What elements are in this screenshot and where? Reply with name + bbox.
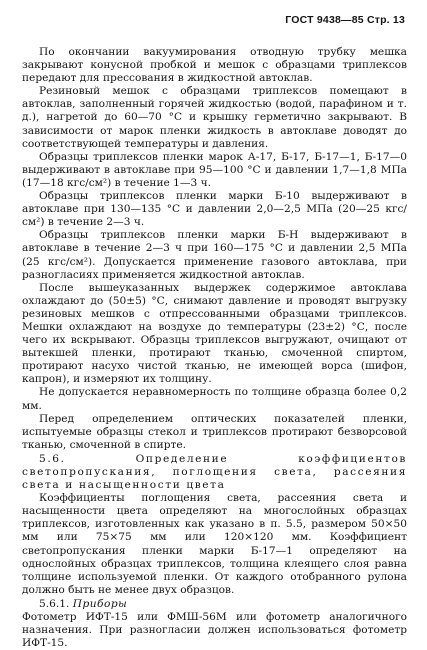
page-header: ГОСТ 9438—85 Стр. 13 — [285, 14, 405, 26]
paragraph-film-bn: Образцы триплексов пленки марки Б-Н выдерживают в автоклаве в течение 2—3 ч при 160—175 °С и давлении 2,5 МПа (25 кгс/см²). Допускается применение газового автоклава, при разногласиях применяется жидкостной автоклав. — [22, 229, 407, 281]
section-title: Определение коэффициентов светопропускания, поглощения света, рассеяния света и насыщенности цвета — [22, 452, 407, 492]
subsection-title: Приборы — [72, 597, 128, 610]
paragraph-thickness: Не допускается неравномерность по толщине образца более 0,2 мм. — [22, 386, 407, 412]
document-body — [22, 46, 407, 650]
paragraph-instruments: Фотометр ИФТ-15 или ФМШ-56М или фотометр аналогичного назначения. При разногласии должен использоваться фотометр ИФТ-15. — [22, 611, 407, 650]
section-number: 5.6. — [39, 452, 66, 465]
paragraph-wiping: Перед определением оптических показателей пленки, испытуемые образцы стекол и триплексов протирают безворсовой тканью, смоченной в спирте. — [22, 412, 407, 451]
section-heading — [22, 453, 407, 492]
subsection-heading — [22, 598, 407, 611]
paragraph-film-b10: Образцы триплексов пленки марки Б-10 выдерживают в автоклаве при 130—135 °С и давлении 2,0—2,5 МПа (20—25 кгс/см²) в течение 2—3 ч. — [22, 190, 407, 229]
paragraph-rubber-bag: Резиновый мешок с образцами триплексов помещают в автоклав, заполненный горячей жидкостью (водой, парафином и т. д.), нагретой до 60—70 °С и крышку герметично закрывают. В зависимости от марок пленки жидкость в автоклаве доводят до соответствующей температуры и давления. — [22, 85, 407, 150]
paragraph-film-a17: Образцы триплексов пленки марок А-17, Б-17, Б-17—1, Б-17—0 выдерживают в автоклаве при 95—100 °С и давлении 1,7—1,8 МПа (17—18 кгс/см²) в течение 1—3 ч. — [22, 150, 407, 189]
paragraph-coefficients: Коэффициенты поглощения света, рассеяния света и насыщенности цвета определяют на многослойных образцах триплексов, изготовленных как указано в п. 5.5, размером 50×50 мм или 75×75 мм или 120×120 мм. Коэффициент светопропускания пленки марки Б-17—1 определяют на однослойных образцах триплексов, толщина клеящего слоя равна толщине используемой пленки. От каждого отобранного рулона должно быть не менее двух образцов. — [22, 492, 407, 596]
subsection-number: 5.6.1. — [39, 597, 70, 610]
paragraph-vacuum: По окончании вакуумирования отводную трубку мешка закрывают конусной пробкой и мешок с образцами триплексов передают для прессования в жидкостной автоклав. — [22, 46, 407, 85]
paragraph-unloading: После вышеуказанных выдержек содержимое автоклава охлаждают до (50±5) °С, снимают давление и проводят выгрузку резиновых мешков с отпрессованными образцами триплексов. Мешки охлаждают на воздухе до температуры (23±2) °С, после чего их вскрывают. Образцы триплексов выгружают, очищают от вытекшей пленки, протирают тканью, смоченной спиртом, протирают насухо чистой тканью, не имеющей ворса (шифон, капрон), и измеряют их толщину. — [22, 281, 407, 386]
